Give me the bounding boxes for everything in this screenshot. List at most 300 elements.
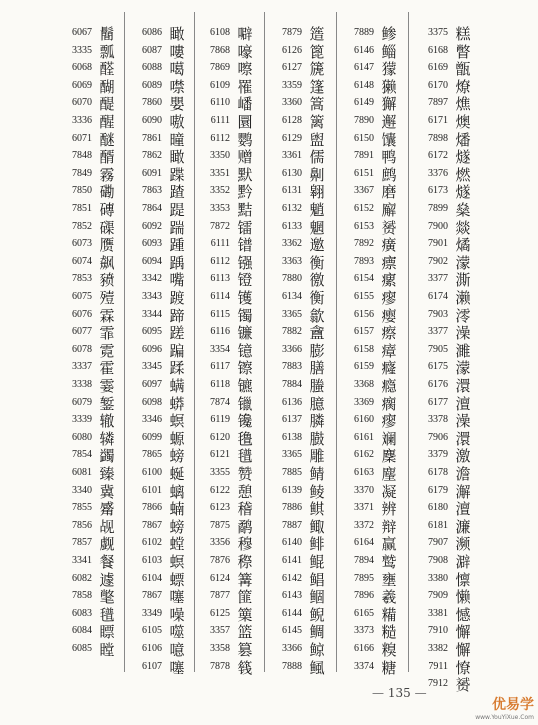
character-code: 6082 bbox=[72, 572, 92, 584]
character-glyph: 螨 bbox=[169, 377, 185, 395]
character-glyph: 燊 bbox=[455, 201, 471, 219]
character-code: 7884 bbox=[282, 379, 302, 390]
character-glyph: 濒 bbox=[455, 535, 471, 554]
character-glyph: 氅 bbox=[99, 588, 115, 607]
character-code: 6071 bbox=[72, 132, 92, 144]
character-glyph: 濂 bbox=[455, 517, 471, 536]
character-code: 6125 bbox=[210, 607, 230, 619]
character-glyph: 澶 bbox=[455, 394, 471, 413]
character-glyph: 翱 bbox=[309, 183, 325, 202]
character-code: 6171 bbox=[428, 115, 448, 126]
character-glyph: 簉 bbox=[309, 25, 325, 43]
character-code: 3382 bbox=[428, 643, 448, 654]
character-glyph: 臌 bbox=[309, 429, 325, 448]
character-code: 6088 bbox=[142, 62, 162, 74]
character-code: 7879 bbox=[282, 27, 302, 38]
character-code: 6079 bbox=[72, 396, 92, 408]
character-glyph: 澥 bbox=[455, 482, 471, 501]
character-code: 7886 bbox=[282, 502, 302, 514]
page-number: 135 bbox=[387, 686, 411, 700]
character-glyph: 镨 bbox=[237, 236, 253, 255]
character-code: 7907 bbox=[428, 537, 448, 549]
character-code: 7901 bbox=[428, 238, 448, 250]
character-code: 7880 bbox=[282, 273, 302, 285]
character-glyph: 澴 bbox=[455, 429, 471, 448]
character-code: 7878 bbox=[210, 660, 230, 672]
character-glyph: 螣 bbox=[309, 377, 325, 395]
character-glyph: 鲵 bbox=[309, 605, 325, 624]
character-code: 7853 bbox=[72, 273, 92, 285]
character-code: 7867 bbox=[142, 519, 162, 531]
character-glyph: 燎 bbox=[455, 77, 471, 96]
character-glyph: 稽 bbox=[237, 500, 253, 519]
character-glyph: 鹫 bbox=[381, 553, 397, 571]
character-glyph: 镪 bbox=[237, 253, 253, 272]
character-glyph: 瞟 bbox=[99, 623, 115, 642]
character-code: 3342 bbox=[142, 273, 162, 285]
character-glyph: 赢 bbox=[381, 535, 397, 554]
character-code: 7857 bbox=[72, 537, 92, 549]
character-glyph: 螃 bbox=[169, 517, 185, 536]
character-code: 6136 bbox=[282, 396, 302, 408]
character-glyph: 赝 bbox=[99, 236, 115, 255]
character-glyph: 瘸 bbox=[381, 394, 397, 413]
character-code: 6077 bbox=[72, 326, 92, 338]
character-code: 6147 bbox=[354, 62, 374, 74]
character-glyph: 瘰 bbox=[381, 271, 397, 290]
character-code: 6154 bbox=[354, 273, 374, 285]
character-code: 6124 bbox=[210, 572, 230, 584]
character-glyph: 瞥 bbox=[455, 42, 471, 61]
character-code: 3351 bbox=[210, 167, 230, 179]
character-glyph: 澴 bbox=[455, 377, 471, 395]
character-glyph: 篡 bbox=[237, 641, 253, 659]
character-glyph: 鲹 bbox=[381, 25, 397, 43]
character-code: 6145 bbox=[282, 625, 302, 637]
character-glyph: 燃 bbox=[455, 165, 471, 184]
character-code: 3378 bbox=[428, 414, 448, 426]
character-code: 3368 bbox=[354, 379, 374, 390]
character-code: 6132 bbox=[282, 203, 302, 214]
character-glyph: 醛 bbox=[99, 60, 115, 79]
character-code: 7872 bbox=[210, 220, 230, 232]
character-glyph: 镴 bbox=[237, 394, 253, 413]
character-code: 7899 bbox=[428, 203, 448, 214]
character-glyph: 黠 bbox=[237, 201, 253, 219]
character-glyph: 觑 bbox=[99, 535, 115, 554]
character-code: 3359 bbox=[282, 79, 302, 91]
character-code: 6097 bbox=[142, 379, 162, 390]
character-glyph: 鲰 bbox=[309, 517, 325, 536]
character-code: 6146 bbox=[354, 44, 374, 56]
character-code: 6137 bbox=[282, 414, 302, 426]
character-code: 7858 bbox=[72, 590, 92, 602]
character-code: 3369 bbox=[354, 396, 374, 408]
character-glyph: 澡 bbox=[455, 324, 471, 343]
character-glyph: 殪 bbox=[99, 289, 115, 307]
character-code: 6112 bbox=[210, 132, 230, 144]
character-glyph: 儒 bbox=[309, 148, 325, 167]
character-code: 6112 bbox=[210, 255, 230, 267]
character-glyph: 噻 bbox=[169, 658, 185, 677]
character-code: 6087 bbox=[142, 44, 162, 56]
character-glyph: 蝻 bbox=[169, 500, 185, 519]
character-code: 6155 bbox=[354, 291, 374, 302]
character-glyph: 糕 bbox=[455, 25, 471, 43]
character-glyph: 蹀 bbox=[169, 165, 185, 184]
character-glyph: 噻 bbox=[169, 588, 185, 607]
character-glyph: 獴 bbox=[381, 60, 397, 79]
character-code: 3339 bbox=[72, 414, 92, 426]
character-glyph: 黔 bbox=[237, 183, 253, 202]
character-code: 3366 bbox=[282, 643, 302, 654]
character-glyph: 觱 bbox=[99, 500, 115, 519]
character-glyph: 憩 bbox=[237, 482, 253, 501]
character-code: 7854 bbox=[72, 449, 92, 461]
character-glyph: 劓 bbox=[309, 165, 325, 184]
character-glyph: 燔 bbox=[455, 130, 471, 149]
character-code: 3355 bbox=[210, 467, 230, 478]
character-glyph: 澹 bbox=[455, 465, 471, 483]
character-code: 6098 bbox=[142, 396, 162, 408]
character-glyph: 镱 bbox=[237, 341, 253, 360]
character-code: 3363 bbox=[282, 255, 302, 267]
character-code: 7861 bbox=[142, 132, 162, 144]
character-code: 6150 bbox=[354, 132, 374, 144]
character-code: 6130 bbox=[282, 167, 302, 179]
character-glyph: 醍 bbox=[99, 95, 115, 114]
character-glyph: 蟒 bbox=[169, 394, 185, 413]
character-code: 6175 bbox=[428, 361, 448, 373]
character-glyph: 鬝 bbox=[99, 25, 115, 43]
watermark-brand: 优易学 bbox=[492, 697, 534, 713]
character-glyph: 默 bbox=[237, 165, 253, 184]
character-code: 6128 bbox=[282, 115, 302, 126]
character-glyph: 踶 bbox=[169, 201, 185, 219]
character-glyph: 魈 bbox=[309, 201, 325, 219]
character-code: 3336 bbox=[72, 115, 92, 126]
character-glyph: 懔 bbox=[455, 570, 471, 589]
character-code: 3367 bbox=[354, 185, 374, 197]
character-glyph: 糒 bbox=[381, 605, 397, 624]
character-glyph: 澌 bbox=[455, 271, 471, 290]
character-code: 6092 bbox=[142, 220, 162, 232]
character-code: 7891 bbox=[354, 150, 374, 162]
character-code: 7848 bbox=[72, 150, 92, 162]
character-glyph: 癃 bbox=[381, 359, 397, 378]
character-code: 3371 bbox=[354, 502, 374, 514]
character-glyph: 羲 bbox=[381, 588, 397, 607]
character-glyph: 篯 bbox=[237, 658, 253, 677]
character-code: 3374 bbox=[354, 660, 374, 672]
character-glyph: 辨 bbox=[381, 500, 397, 519]
character-glyph: 赠 bbox=[237, 148, 253, 167]
character-code: 6142 bbox=[282, 572, 302, 584]
character-glyph: 飙 bbox=[99, 253, 115, 272]
character-glyph: 麈 bbox=[381, 465, 397, 483]
character-code: 6113 bbox=[210, 273, 230, 285]
character-code: 6076 bbox=[72, 308, 92, 320]
character-glyph: 噪 bbox=[169, 605, 185, 624]
character-code: 3353 bbox=[210, 203, 230, 214]
character-code: 6083 bbox=[72, 607, 92, 619]
character-glyph: 濉 bbox=[455, 341, 471, 360]
character-code: 6157 bbox=[354, 326, 374, 338]
character-code: 3338 bbox=[72, 379, 92, 390]
character-glyph: 憾 bbox=[455, 605, 471, 624]
character-glyph: 濛 bbox=[455, 359, 471, 378]
character-glyph: 魍 bbox=[309, 218, 325, 237]
character-code: 3337 bbox=[72, 361, 92, 373]
character-code: 6106 bbox=[142, 643, 162, 654]
character-glyph: 鹬 bbox=[237, 517, 253, 536]
character-glyph: 膦 bbox=[309, 412, 325, 431]
character-code: 6139 bbox=[282, 484, 302, 496]
character-code: 7911 bbox=[428, 660, 448, 672]
character-code: 6089 bbox=[142, 79, 162, 91]
character-code: 3373 bbox=[354, 625, 374, 637]
character-code: 6149 bbox=[354, 97, 374, 109]
character-glyph: 镬 bbox=[237, 289, 253, 307]
character-glyph: 螟 bbox=[169, 412, 185, 431]
character-glyph: 氇 bbox=[237, 429, 253, 448]
character-glyph: 歙 bbox=[309, 306, 325, 325]
character-glyph: 燠 bbox=[455, 113, 471, 131]
character-glyph: 糙 bbox=[381, 623, 397, 642]
character-code: 6095 bbox=[142, 326, 162, 338]
character-code: 3365 bbox=[282, 308, 302, 320]
character-glyph: 衡 bbox=[309, 253, 325, 272]
character-glyph: 篥 bbox=[237, 605, 253, 624]
character-code: 7869 bbox=[210, 62, 230, 74]
character-code: 7883 bbox=[282, 361, 302, 373]
character-code: 6173 bbox=[428, 185, 448, 197]
character-code: 7882 bbox=[282, 326, 302, 338]
character-glyph: 磨 bbox=[381, 183, 397, 202]
character-glyph: 螭 bbox=[169, 482, 185, 501]
character-code: 6131 bbox=[282, 185, 302, 197]
character-glyph: 鲭 bbox=[309, 465, 325, 483]
character-code: 6176 bbox=[428, 379, 448, 390]
character-code: 6074 bbox=[72, 255, 92, 267]
character-glyph: 嚓 bbox=[237, 60, 253, 79]
character-code: 6075 bbox=[72, 291, 92, 302]
character-glyph: 邀 bbox=[309, 236, 325, 255]
character-code: 6084 bbox=[72, 625, 92, 637]
character-code: 7894 bbox=[354, 555, 374, 566]
character-code: 7895 bbox=[354, 572, 374, 584]
character-code: 6091 bbox=[142, 167, 162, 179]
character-code: 6158 bbox=[354, 343, 374, 355]
character-glyph: 鸭 bbox=[381, 148, 397, 167]
character-glyph: 瘳 bbox=[381, 412, 397, 431]
character-glyph: 盥 bbox=[309, 130, 325, 149]
character-code: 7850 bbox=[72, 185, 92, 197]
character-glyph: 霧 bbox=[99, 165, 115, 184]
character-code: 3361 bbox=[282, 150, 302, 162]
character-glyph: 踵 bbox=[169, 236, 185, 255]
character-code: 6122 bbox=[210, 484, 230, 496]
character-glyph: 瘾 bbox=[381, 377, 397, 395]
character-code: 7906 bbox=[428, 431, 448, 443]
character-code: 6126 bbox=[282, 44, 302, 56]
character-glyph: 蹂 bbox=[169, 359, 185, 378]
character-glyph: 磚 bbox=[99, 201, 115, 219]
character-code: 6141 bbox=[282, 555, 302, 566]
character-glyph: 瞰 bbox=[169, 25, 185, 43]
character-code: 6162 bbox=[354, 449, 374, 461]
character-glyph: 嗷 bbox=[169, 113, 185, 131]
column-divider bbox=[124, 12, 125, 672]
character-code: 3362 bbox=[282, 238, 302, 250]
character-glyph: 鹧 bbox=[381, 165, 397, 184]
character-glyph: 嘴 bbox=[169, 271, 185, 290]
character-glyph: 霖 bbox=[99, 306, 115, 325]
character-code: 7849 bbox=[72, 167, 92, 179]
character-code: 7864 bbox=[142, 203, 162, 214]
character-glyph: 觇 bbox=[99, 517, 115, 536]
character-glyph: 澼 bbox=[455, 553, 471, 571]
character-glyph: 踱 bbox=[169, 289, 185, 307]
character-glyph: 鲳 bbox=[309, 570, 325, 589]
character-glyph: 瘴 bbox=[381, 341, 397, 360]
character-glyph: 螈 bbox=[169, 429, 185, 448]
character-code: 6143 bbox=[282, 590, 302, 602]
character-glyph: 瘵 bbox=[381, 324, 397, 343]
character-glyph: 燧 bbox=[455, 148, 471, 167]
character-glyph: 斓 bbox=[381, 429, 397, 448]
character-glyph: 赟 bbox=[455, 676, 471, 695]
character-glyph: 螟 bbox=[169, 553, 185, 571]
character-code: 6070 bbox=[72, 97, 92, 109]
character-code: 3365 bbox=[282, 449, 302, 461]
character-code: 6073 bbox=[72, 238, 92, 250]
character-code: 6123 bbox=[210, 502, 230, 514]
character-glyph: 瘳 bbox=[381, 289, 397, 307]
character-glyph: 噫 bbox=[169, 641, 185, 659]
character-code: 6170 bbox=[428, 79, 448, 91]
character-code: 6174 bbox=[428, 291, 448, 302]
character-glyph: 篙 bbox=[309, 95, 325, 114]
character-code: 7890 bbox=[354, 115, 374, 126]
character-glyph: 懒 bbox=[455, 588, 471, 607]
character-glyph: 篷 bbox=[309, 77, 325, 96]
character-code: 6120 bbox=[210, 431, 230, 443]
character-code: 7851 bbox=[72, 203, 92, 214]
character-code: 6165 bbox=[354, 607, 374, 619]
character-glyph: 噼 bbox=[237, 25, 253, 43]
character-glyph: 磡 bbox=[99, 183, 115, 202]
character-glyph: 鲸 bbox=[309, 641, 325, 659]
character-code: 3346 bbox=[142, 414, 162, 426]
character-glyph: 燚 bbox=[455, 218, 471, 237]
character-glyph: 鲺 bbox=[309, 658, 325, 677]
character-glyph: 澶 bbox=[455, 500, 471, 519]
character-glyph: 嬰 bbox=[169, 95, 185, 114]
character-glyph: 瓢 bbox=[99, 42, 115, 61]
character-glyph: 獭 bbox=[381, 77, 397, 96]
character-glyph: 霎 bbox=[99, 377, 115, 395]
character-glyph: 燋 bbox=[455, 95, 471, 114]
character-code: 3344 bbox=[142, 308, 162, 320]
character-code: 6177 bbox=[428, 396, 448, 408]
character-code: 6148 bbox=[354, 79, 374, 91]
character-code: 3377 bbox=[428, 273, 448, 285]
character-glyph: 篦 bbox=[309, 42, 325, 61]
character-code: 6138 bbox=[282, 431, 302, 443]
character-code: 7860 bbox=[142, 97, 162, 109]
character-glyph: 甑 bbox=[455, 60, 471, 79]
character-code: 7912 bbox=[428, 678, 448, 690]
character-code: 6104 bbox=[142, 572, 162, 584]
character-glyph: 曈 bbox=[169, 130, 185, 149]
character-code: 6105 bbox=[142, 625, 162, 637]
character-code: 6108 bbox=[210, 27, 230, 38]
character-glyph: 豮 bbox=[99, 271, 115, 290]
character-code: 6100 bbox=[142, 467, 162, 478]
character-glyph: 辙 bbox=[99, 412, 115, 431]
character-code: 3335 bbox=[72, 44, 92, 56]
character-glyph: 鹦 bbox=[237, 130, 253, 149]
page-footer bbox=[372, 686, 427, 700]
character-glyph: 獬 bbox=[381, 95, 397, 114]
character-code: 6180 bbox=[428, 502, 448, 514]
character-glyph: 雕 bbox=[309, 447, 325, 466]
character-code: 3354 bbox=[210, 343, 230, 355]
character-code: 6163 bbox=[354, 467, 374, 478]
character-code: 3341 bbox=[72, 555, 92, 566]
character-glyph: 瘿 bbox=[381, 306, 397, 325]
character-glyph: 氆 bbox=[99, 605, 115, 624]
character-code: 6111 bbox=[210, 115, 230, 126]
character-glyph: 镯 bbox=[237, 306, 253, 325]
column-divider bbox=[408, 12, 409, 672]
character-code: 6119 bbox=[210, 414, 230, 426]
character-glyph: 蠲 bbox=[99, 447, 115, 466]
character-code: 6107 bbox=[142, 660, 162, 672]
character-code: 6179 bbox=[428, 484, 448, 496]
column-divider bbox=[194, 12, 195, 672]
character-code: 3357 bbox=[210, 625, 230, 637]
character-glyph: 餐 bbox=[99, 553, 115, 571]
character-glyph: 凝 bbox=[381, 482, 397, 501]
character-code: 7889 bbox=[354, 27, 374, 38]
character-code: 7867 bbox=[142, 590, 162, 602]
character-glyph: 噤 bbox=[169, 77, 185, 96]
character-code: 6129 bbox=[282, 132, 302, 144]
character-glyph: 霓 bbox=[99, 341, 115, 360]
character-glyph: 霏 bbox=[99, 324, 115, 343]
character-code: 3376 bbox=[428, 167, 448, 179]
character-code: 6159 bbox=[354, 361, 374, 373]
character-code: 7897 bbox=[428, 97, 448, 109]
character-code: 7876 bbox=[210, 555, 230, 566]
character-glyph: 醚 bbox=[99, 130, 115, 149]
watermark-url: www.YouYiXue.Com bbox=[475, 714, 534, 721]
character-glyph: 螳 bbox=[169, 535, 185, 554]
column-divider bbox=[336, 12, 337, 672]
character-code: 7888 bbox=[282, 660, 302, 672]
character-glyph: 镵 bbox=[237, 412, 253, 431]
character-code: 6144 bbox=[282, 607, 302, 619]
character-code: 7909 bbox=[428, 590, 448, 602]
character-code: 6166 bbox=[354, 643, 374, 654]
character-code: 7862 bbox=[142, 150, 162, 162]
character-code: 3356 bbox=[210, 537, 230, 549]
character-glyph: 瘭 bbox=[381, 253, 397, 272]
character-code: 3350 bbox=[210, 150, 230, 162]
character-glyph: 懈 bbox=[455, 641, 471, 659]
